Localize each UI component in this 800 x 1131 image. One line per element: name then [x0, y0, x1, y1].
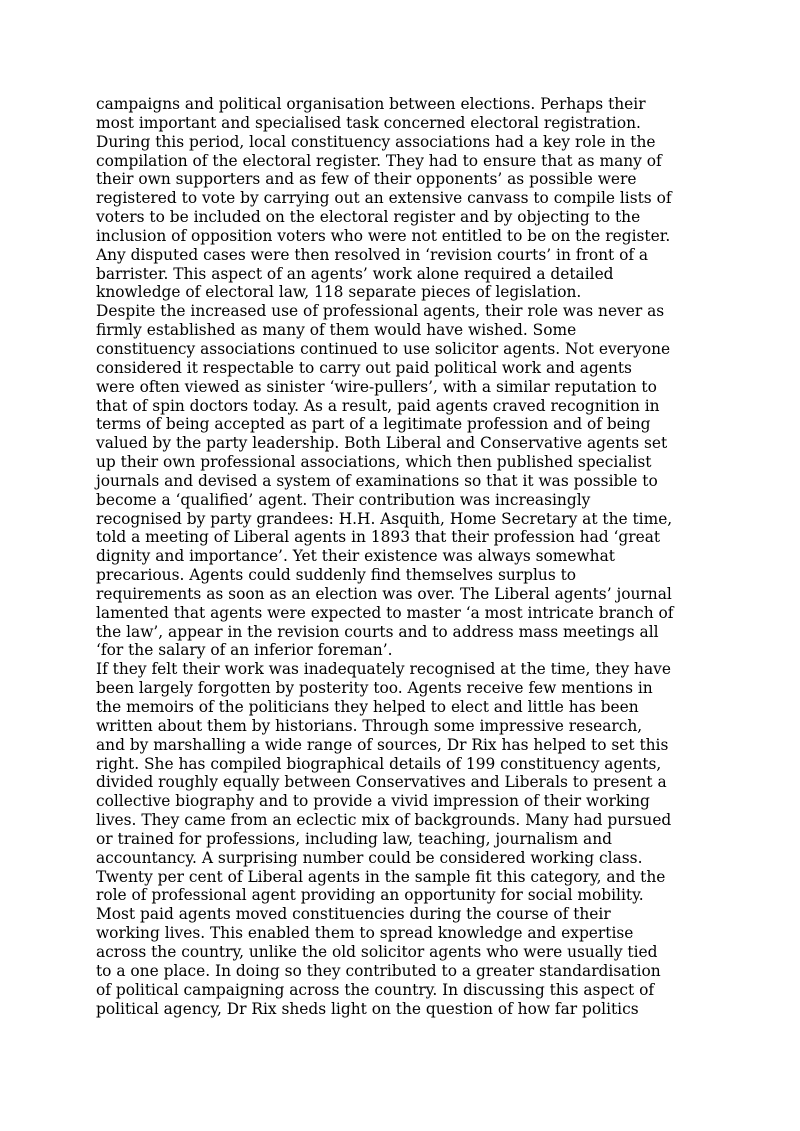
text-line: most important and specialised task concerned electoral registration.	[96, 113, 641, 132]
text-line: compilation of the electoral register. They had to ensure that as many of	[96, 151, 662, 170]
text-line: campaigns and political organisation between elections. Perhaps their	[96, 95, 646, 113]
text-line: considered it respectable to carry out paid political work and agents	[96, 358, 632, 377]
text-line: knowledge of electoral law, 118 separate pieces of legislation.	[96, 283, 582, 302]
text-line: lamented that agents were expected to master ‘a most intricate branch of	[96, 603, 674, 622]
text-line: journals and devised a system of examinations so that it was possible to	[96, 471, 658, 490]
text-line: and by marshalling a wide range of sources, Dr Rix has helped to set this	[96, 735, 669, 754]
text-line: Twenty per cent of Liberal agents in the sample fit this category, and the	[96, 867, 666, 886]
text-line: Despite the increased use of professional agents, their role was never as	[96, 302, 665, 321]
text-line: Any disputed cases were then resolved in ‘revision courts’ in front of a	[96, 245, 649, 264]
text-line: valued by the party leadership. Both Liberal and Conservative agents set	[96, 434, 668, 453]
text-line: become a ‘qualified’ agent. Their contribution was increasingly	[96, 490, 591, 509]
text-line: their own supporters and as few of their opponents’ as possible were	[96, 170, 637, 189]
text-line: told a meeting of Liberal agents in 1893 that their profession had ‘great	[96, 528, 661, 547]
text-line: of political campaigning across the country. In discussing this aspect of	[96, 980, 655, 999]
paragraph-1	[96, 95, 716, 302]
text-line: across the country, unlike the old solicitor agents who were usually tied	[96, 942, 658, 961]
text-line: ‘for the salary of an inferior foreman’.	[96, 641, 393, 660]
text-line: requirements as soon as an election was over. The Liberal agents’ journal	[96, 584, 672, 603]
text-line: the memoirs of the politicians they helped to elect and little has been	[96, 698, 639, 716]
text-line: terms of being accepted as part of a legitimate profession and of being	[96, 415, 651, 434]
text-line: barrister. This aspect of an agents’ work alone required a detailed	[96, 264, 614, 283]
text-line: written about them by historians. Through some impressive research,	[96, 716, 643, 735]
text-line: inclusion of opposition voters who were not entitled to be on the register.	[96, 226, 671, 245]
text-line: During this period, local constituency associations had a key role in the	[96, 132, 656, 151]
text-line: been largely forgotten by posterity too. Agents receive few mentions in	[96, 679, 653, 698]
text-line: divided roughly equally between Conservatives and Liberals to present a	[96, 773, 667, 792]
text-line: that of spin doctors today. As a result, paid agents craved recognition in	[96, 396, 660, 415]
text-line: or trained for professions, including law, teaching, journalism and	[96, 829, 612, 848]
text-line: accountancy. A surprising number could be considered working class.	[96, 848, 643, 867]
text-line: constituency associations continued to use solicitor agents. Not everyone	[96, 339, 671, 358]
text-line: If they felt their work was inadequately recognised at the time, they have	[96, 660, 671, 679]
text-line: working lives. This enabled them to spread knowledge and expertise	[96, 924, 634, 943]
text-line: Most paid agents moved constituencies during the course of their	[96, 905, 611, 924]
text-line: lives. They came from an eclectic mix of backgrounds. Many had pursued	[96, 811, 672, 830]
paragraph-2	[96, 302, 716, 660]
text-line: dignity and importance’. Yet their existence was always somewhat	[96, 547, 615, 566]
text-line: the law’, appear in the revision courts and to address mass meetings all	[96, 622, 659, 641]
text-line: role of professional agent providing an opportunity for social mobility.	[96, 886, 644, 905]
text-line: to a one place. In doing so they contributed to a greater standardisation	[96, 961, 661, 980]
text-line: firmly established as many of them would have wished. Some	[96, 321, 577, 340]
text-line: voters to be included on the electoral register and by objecting to the	[96, 208, 641, 227]
text-line: registered to vote by carrying out an extensive canvass to compile lists of	[96, 189, 672, 208]
text-line: up their own professional associations, which then published specialist	[96, 453, 652, 472]
text-line: political agency, Dr Rix sheds light on the question of how far politics	[96, 999, 639, 1018]
text-line: collective biography and to provide a vivid impression of their working	[96, 792, 650, 811]
text-line: precarious. Agents could suddenly find themselves surplus to	[96, 566, 577, 585]
text-line: were often viewed as sinister ‘wire-pullers’, with a similar reputation to	[96, 377, 657, 396]
text-line: recognised by party grandees: H.H. Asquith, Home Secretary at the time,	[96, 509, 673, 528]
text-line: right. She has compiled biographical details of 199 constituency agents,	[96, 754, 662, 773]
paragraph-3	[96, 660, 716, 1018]
document-body	[96, 95, 716, 1018]
